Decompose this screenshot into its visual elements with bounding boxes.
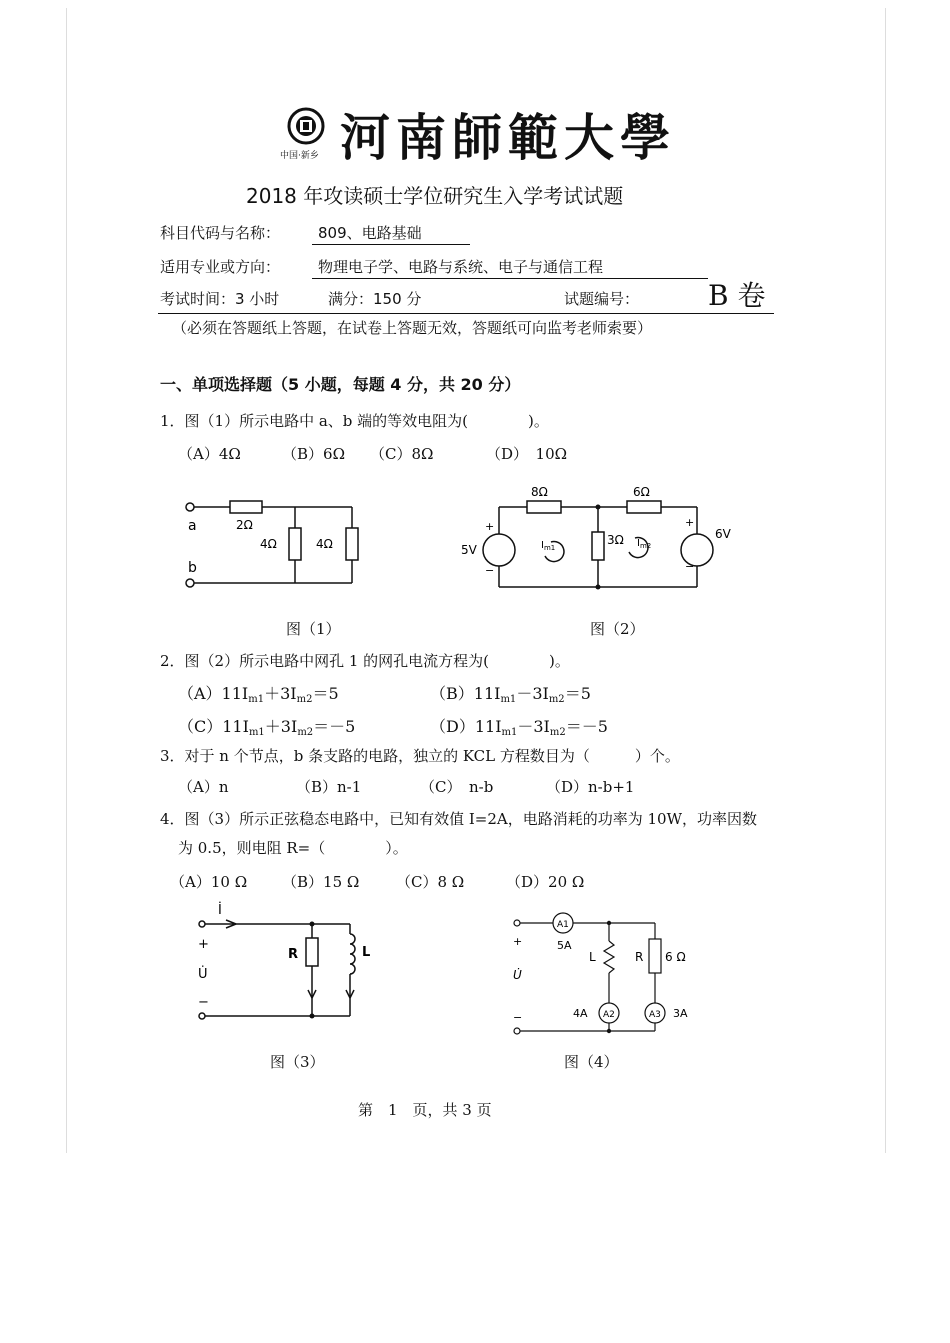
paper-version: B 卷 (708, 279, 766, 312)
fig1-r-parallel-2: 4Ω (316, 537, 333, 551)
header-rule (158, 313, 774, 314)
logo-caption: 中国·新乡 (280, 151, 319, 161)
score-label: 满分：150 分 (328, 290, 422, 308)
figure-3-caption: 图（3） (270, 1053, 325, 1071)
q4-option-b[interactable]: （B）15 Ω (282, 873, 360, 891)
question-1-stem: 1．图（1）所示电路中 a、b 端的等效电阻为( )。 (160, 412, 549, 430)
major-value: 物理电子学、电路与系统、电子与通信工程 (312, 256, 708, 279)
q1-option-d[interactable]: （D） 10Ω (486, 445, 568, 463)
fig2-r-right: 6Ω (633, 485, 650, 499)
section-heading: 一、单项选择题（5 小题，每题 4 分，共 20 分） (160, 375, 521, 394)
fig3-voltage: U̇ (198, 967, 208, 982)
figure-2-caption: 图（2） (590, 620, 645, 638)
q2-option-c[interactable]: $(C)11I_{m1}+3I_{m2}=-5$ (178, 717, 356, 738)
fig3-minus: − (198, 995, 209, 1010)
q1-option-b[interactable]: （B）6Ω (282, 445, 346, 463)
q2-option-a[interactable]: $(A)11I_{m1}+3I_{m2}=5$ (178, 684, 339, 705)
q1-option-c[interactable]: （C）8Ω (370, 445, 434, 463)
code-label: 试题编号： (564, 290, 640, 308)
major-label: 适用专业或方向： (160, 258, 281, 276)
fig3-plus: + (198, 937, 209, 952)
fig2-r-mid: 3Ω (607, 533, 624, 547)
q3-option-c[interactable]: （C） n-b (420, 778, 494, 796)
fig4-i-a1: 5A (557, 939, 572, 952)
q3-option-b[interactable]: （B）n-1 (296, 778, 362, 796)
figure-1-circuit (180, 490, 370, 600)
q4-option-d[interactable]: （D）20 Ω (506, 873, 585, 891)
fig4-minus: − (513, 1011, 523, 1024)
fig4-i-a2: 4A (573, 1007, 588, 1020)
fig4-voltage: U̇ (513, 968, 522, 982)
fig4-ammeter-3: A3 (649, 1010, 661, 1020)
fig2-mesh-1: $I_{m1}$ (541, 540, 556, 552)
q2-option-b[interactable]: $(B)11I_{m1}-3I_{m2}=5$ (430, 684, 591, 705)
fig1-node-b: b (188, 560, 197, 576)
fig1-node-a: a (188, 518, 197, 534)
q1-option-a[interactable]: （A）4Ω (178, 445, 241, 463)
fig2-mesh-2: $I_{m2}$ (637, 538, 652, 550)
fig4-resistor-label: R (635, 950, 644, 964)
subject-value: 809、电路基础 (312, 222, 470, 245)
answer-notice: （必须在答题纸上答题，在试卷上答题无效，答题纸可向监考老师索要） (172, 319, 653, 337)
fig3-resistor-label: R (288, 947, 299, 962)
fig2-v-left: 5V (461, 543, 477, 557)
q3-option-a[interactable]: （A）n (178, 778, 229, 796)
figure-4-circuit (505, 905, 705, 1040)
fig2-minus-left: − (485, 564, 495, 577)
page-number: 第 1 页，共 3 页 (358, 1101, 492, 1119)
question-4-stem-line-1: 4．图（3）所示正弦稳态电路中，已知有效值 I=2A，电路消耗的功率为 10W，功率因数 (160, 810, 758, 828)
q4-option-c[interactable]: （C）8 Ω (396, 873, 465, 891)
fig4-ammeter-2: A2 (603, 1010, 615, 1020)
fig4-inductor-label: L (589, 950, 596, 964)
fig2-r-left: 8Ω (531, 485, 548, 499)
question-4-stem-line-2: 为 0.5，则电阻 R=（ ）。 (178, 839, 408, 857)
fig2-minus-right: − (685, 560, 695, 573)
fig4-i-a3: 3A (673, 1007, 688, 1020)
fig1-r-parallel-1: 4Ω (260, 537, 277, 551)
fig2-v-right: 6V (715, 527, 731, 541)
figure-1-caption: 图（1） (286, 620, 341, 638)
fig4-plus: + (513, 935, 523, 948)
subject-label: 科目代码与名称： (160, 224, 281, 242)
fig2-plus-left: + (485, 520, 495, 533)
university-name: 河南師範大學 (340, 108, 676, 167)
fig4-ammeter-1: A1 (557, 920, 569, 930)
q2-option-d[interactable]: $(D)11I_{m1}-3I_{m2}=-5$ (430, 717, 608, 738)
fig2-plus-right: + (685, 516, 695, 529)
time-label: 考试时间：3 小时 (160, 290, 280, 308)
figure-4-caption: 图（4） (564, 1053, 619, 1071)
exam-title: 2018 年攻读硕士学位研究生入学考试试题 (246, 184, 624, 208)
emblem-icon (282, 104, 330, 152)
q3-option-d[interactable]: （D）n-b+1 (546, 778, 635, 796)
q4-option-a[interactable]: （A）10 Ω (170, 873, 248, 891)
university-emblem (282, 104, 330, 152)
question-3-stem: 3．对于 n 个节点，b 条支路的电路，独立的 KCL 方程数目为（ ）个。 (160, 747, 680, 765)
fig3-current: İ (218, 903, 222, 918)
question-2-stem: 2．图（2）所示电路中网孔 1 的网孔电流方程为( )。 (160, 652, 570, 670)
fig3-inductor-label: L (362, 945, 370, 960)
figure-2-circuit (455, 482, 745, 594)
figure-3-circuit (190, 898, 370, 1028)
fig4-r-value: 6 Ω (665, 950, 686, 964)
fig1-r-series: 2Ω (236, 518, 253, 532)
